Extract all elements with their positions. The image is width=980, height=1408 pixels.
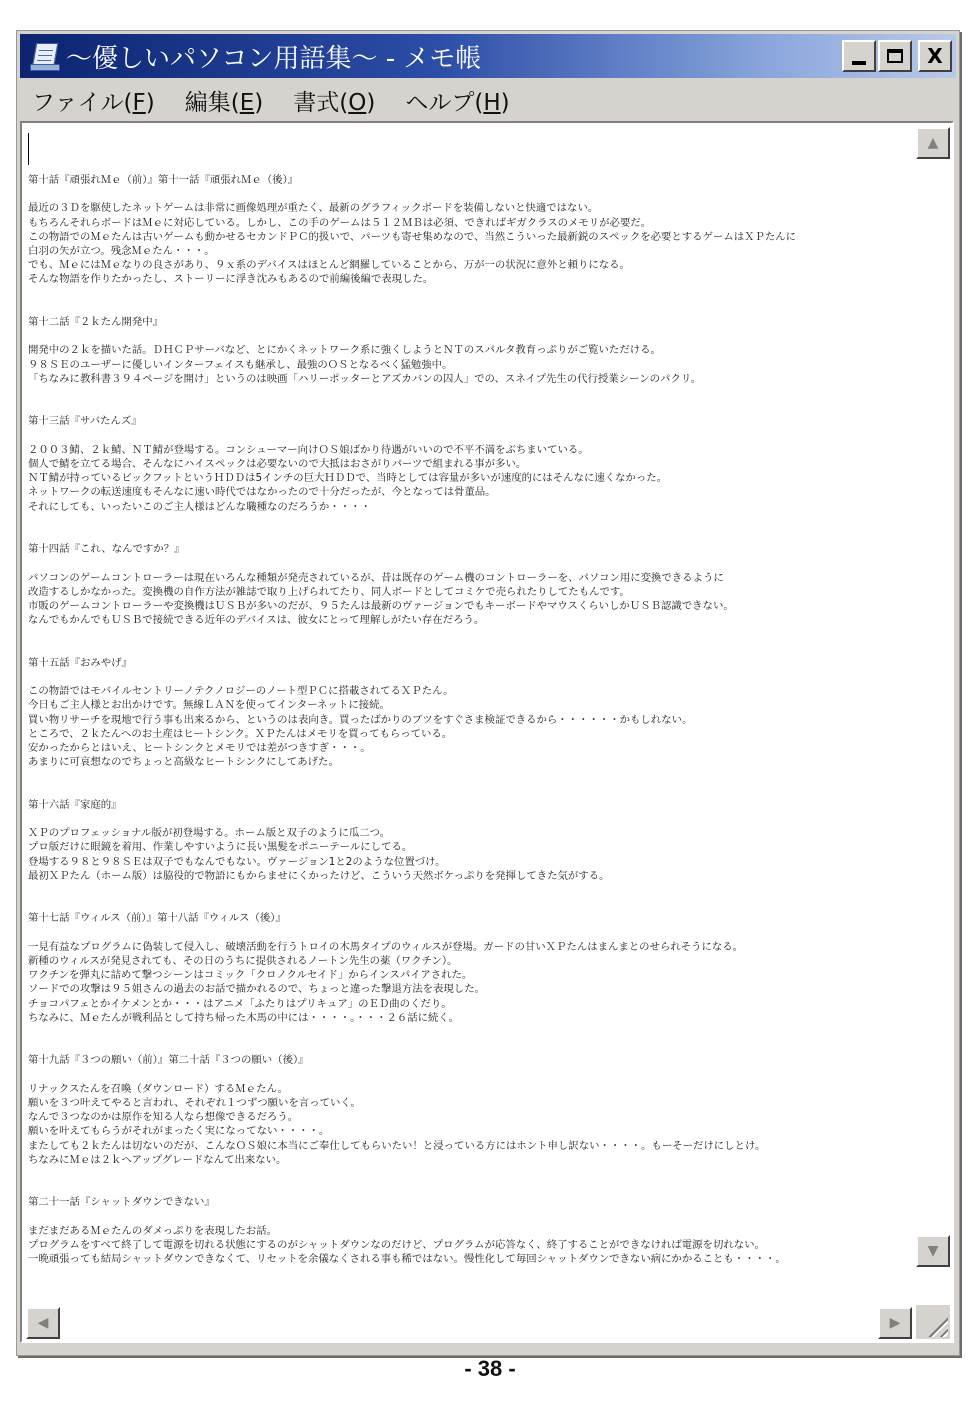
arrow-up-icon: ▲ [927, 135, 939, 151]
resize-grip-icon[interactable] [916, 1305, 950, 1339]
text-line: それにしても、いったいこのご主人様はどんな職種なのだろうか・・・・ [28, 500, 371, 513]
text-line: ところで、２ｋたんへのお土産はヒートシンク。ＸＰたんはメモリを買ってもらっている。 [28, 727, 453, 740]
text-line: ＮＴ鯖が持っているビックフットというＨＤＤは5インチの巨大ＨＤＤで、当時としては容量が多いが速度的にはそんなに速くなかった。 [28, 472, 668, 485]
text-line: 最近の３Ｄを駆使したネットゲームは非常に画像処理が重たく、最新のグラフィックボードを装備しないと快適ではない。 [28, 202, 599, 215]
text-editor[interactable] [20, 121, 954, 1343]
text-line: またしても２ｋたんは切ないのだが、こんなＯＳ娘に本当にご奉仕してもらいたい！と浸っている方にはホント申し訳ない・・・・。もーそーだけにしとけ。 [28, 1139, 766, 1152]
text-line: 最初ＸＰたん（ホーム版）は脇役的で物語にもからませにくかったけど、こういう天然ボケっぷりを発揮してきた気がする。 [28, 869, 610, 882]
text-line: なんでもかんでもＵＳＢで接続できる近年のデバイスは、彼女にとって理解しがたい存在だろう。 [28, 614, 485, 627]
window-title: ～優しいパソコン用語集～ - メモ帳 [66, 43, 482, 74]
episode-heading: 第二十一話『シャットダウンできない』 [28, 1196, 215, 1209]
text-line: 今日もご主人様とお出かけです。無線ＬＡＮを使ってインターネットに接続。 [28, 699, 390, 712]
episode-heading: 第十五話『おみやげ』 [28, 656, 132, 669]
window-controls [842, 40, 952, 72]
text-line: ワクチンを弾丸に詰めて撃つシーンはコミック「クロノクルセイド」からインスパイアされた。 [28, 969, 473, 982]
episode-heading: 第十九話『３つの願い（前）』第二十話『３つの願い（後）』 [28, 1054, 309, 1067]
text-line: 開発中の２ｋを描いた話。ＤＨＣＰサーバなど、とにかくネットワーク系に強くしようとＮＴのスパルタ教育っぷりがご覧いただける。 [28, 344, 661, 357]
scroll-right-button[interactable] [878, 1307, 912, 1339]
maximize-button[interactable] [878, 40, 912, 72]
text-line: プロ版だけに眼鏡を着用、作業しやすいように長い黒髪をポニーテールにしてる。 [28, 841, 413, 854]
scroll-down-button[interactable] [916, 1235, 950, 1267]
text-line: ＸＰのプロフェッショナル版が初登場する。ホーム版と双子のように瓜二つ。 [28, 827, 391, 840]
episode-heading: 第十三話『サバたんズ』 [28, 415, 142, 428]
text-line: まだまだあるＭｅたんのダメっぷりを表現したお話。 [28, 1224, 277, 1237]
text-line: もちろんそれらボードはＭｅに対応している。しかし、この手のゲームは５１２ＭＢは必須、できればギガクラスのメモリが必要だ。 [28, 216, 652, 229]
text-line: ２００３鯖、２ｋ鯖、ＮＴ鯖が登場する。コンシューマー向けＯＳ娘ばかり待遇がいいので不平不満をぶちまいている。 [28, 443, 589, 456]
text-line: リナックスたんを召喚（ダウンロード）するＭｅたん。 [28, 1082, 288, 1095]
text-line: 改造するしかなかった。変換機の自作方法が雑誌で取り上げられてたり、同人ボードとしてコミケで売られたりしてたもんです。 [28, 585, 630, 598]
text-line: 市販のゲームコントローラーや変換機はＵＳＢが多いのだが、９５たんは最新のヴァージョンでもキーボードやマウスくらいしかＵＳＢ認識できない。 [28, 599, 734, 612]
arrow-left-icon: ◀ [37, 1315, 49, 1331]
text-line: 願いを叶えてもらうがそれがまったく実になってない・・・・。 [28, 1125, 330, 1138]
menu-format[interactable]: 書式(O) [293, 89, 376, 116]
text-line: 登場する９８と９８ＳＥは双子でもなんでもない。ヴァージョン1と2のような位置づけ。 [28, 855, 446, 868]
scroll-up-button[interactable] [916, 127, 950, 159]
episode-heading: 第十七話『ウィルス（前）』第十八話『ウィルス（後）』 [28, 912, 286, 925]
text-line: プログラムをすべて終了して電源を切れる状態にするのがシャットダウンなのだけど、プログラムが応答なく、終了することができなければ電源を切れない。 [28, 1238, 765, 1251]
episode-heading: 第十話『頑張れＭｅ（前）』第十一話『頑張れＭｅ（後）』 [28, 174, 299, 186]
text-line: 安かったからとはいえ、ヒートシンクとメモリでは差がつきすぎ・・・。 [28, 741, 371, 754]
text-line: なんで３つなのかは原作を知る人なら想像できるだろう。 [28, 1111, 299, 1124]
text-line: この物語ではモバイルセントリーノテクノロジーのノート型ＰＣに搭載されてるＸＰたん。 [28, 685, 454, 698]
maximize-icon [887, 49, 903, 63]
text-line: そんな物語を作りたかったし、ストーリーに浮き沈みもあるので前編後編で表現した。 [28, 273, 434, 286]
scroll-left-button[interactable] [26, 1307, 60, 1339]
text-line: この物語でのＭｅたんは古いゲームも動かせるセカンドＰＣ的扱いで、パーツも寄せ集めなので、当然こういった最新鋭のスペックを必要とするゲームはＸＰたんに [28, 230, 797, 243]
text-line: ９８ＳＥのユーザーに優しいインターフェイスも継承し、最強のＯＳとなるべく猛勉強中。 [28, 358, 453, 371]
text-line: 個人で鯖を立てる場合、そんなにハイスペックは必要ないので大抵はおさがりパーツで組まれる事が多い。 [28, 457, 527, 470]
document-text[interactable] [28, 173, 908, 1266]
menu-bar [20, 81, 956, 119]
text-line: パソコンのゲームコントローラーは現在いろんな種類が発売されているが、昔は既存のゲーム機のコントローラーを、パソコン用に変換できるように [28, 571, 724, 584]
menu-edit[interactable]: 編集(E) [184, 89, 264, 116]
text-line: 一晩頑張っても結局シャットダウンできなくて、リセットを余儀なくされる事も稀ではない。慢性化して毎回シャットダウンできない病にかかることも・・・・。 [28, 1253, 786, 1266]
episode-heading: 第十二話『２ｋたん開発中』 [28, 316, 164, 328]
menu-file[interactable]: ファイル(F) [32, 89, 155, 116]
notepad-icon [30, 41, 60, 71]
text-line: あまりに可哀想なのでちょっと高級なヒートシンクにしてあげた。 [28, 756, 339, 769]
minimize-button[interactable] [842, 40, 876, 72]
menu-help[interactable]: ヘルプ(H) [405, 89, 510, 116]
text-line: 買い物リサーチを現地で行う事も出来るから、というのは表向き。買ったばかりのブツをすぐさま検証できるから・・・・・・かもしれない。 [28, 713, 693, 726]
text-line: ちなみに、Ｍｅたんが戦利品として持ち帰った木馬の中には・・・・。・・・２６話に続く。 [28, 1011, 459, 1024]
minimize-icon [852, 61, 866, 65]
text-caret [28, 133, 29, 165]
text-line: チョコパフェとかイケメンとか・・・はアニメ「ふたりはプリキュア」のＥＤ曲のくだり。 [28, 997, 452, 1010]
text-line: 願いを３つ叶えてやると言われ、それぞれ１つずつ願いを言っていく。 [28, 1096, 361, 1109]
text-line: ネットワークの転送速度もそんなに速い時代ではなかったので十分だったが、今となっては骨董品。 [28, 486, 496, 499]
text-line: 新種のウィルスが発見されても、その日のうちに提供されるノートン先生の薬（ワクチン）。 [28, 954, 458, 967]
text-line: 一見有益なプログラムに偽装して侵入し、破壊活動を行うトロイの木馬タイプのウィルスが登場。ガードの甘いＸＰたんはまんまとのせられそうになる。 [28, 940, 744, 953]
close-button[interactable] [918, 40, 952, 72]
page-number: - 38 - [464, 1356, 516, 1381]
close-icon: X [927, 44, 943, 68]
arrow-down-icon: ▼ [927, 1243, 939, 1259]
episode-heading: 第十六話『家庭的』 [28, 798, 122, 811]
title-bar[interactable] [20, 34, 956, 78]
text-line: 「ちなみに教科書３９４ページを開け」というのは映画「ハリーポッターとアズカバンの囚人」での、スネイプ先生の代行授業シーンのパクリ。 [28, 372, 702, 385]
text-line: 白羽の矢が立つ。残念Ｍｅたん・・・。 [28, 245, 215, 257]
episode-heading: 第十四話『これ、なんですか？』 [28, 543, 185, 556]
text-line: ちなみにＭｅは２ｋへアップグレードなんて出来ない。 [28, 1153, 287, 1166]
text-line: ソードでの攻撃は９５姐さんの過去のお話で描かれるので、ちょっと違った撃退方法を表現した。 [28, 983, 485, 996]
notepad-window [16, 30, 960, 1356]
arrow-right-icon: ▶ [889, 1315, 901, 1331]
text-line: でも、ＭｅにはＭｅなりの良さがあり、９ｘ系のデバイスはほとんど網羅していることから、万が一の状況に意外と頼りになる。 [28, 259, 630, 272]
